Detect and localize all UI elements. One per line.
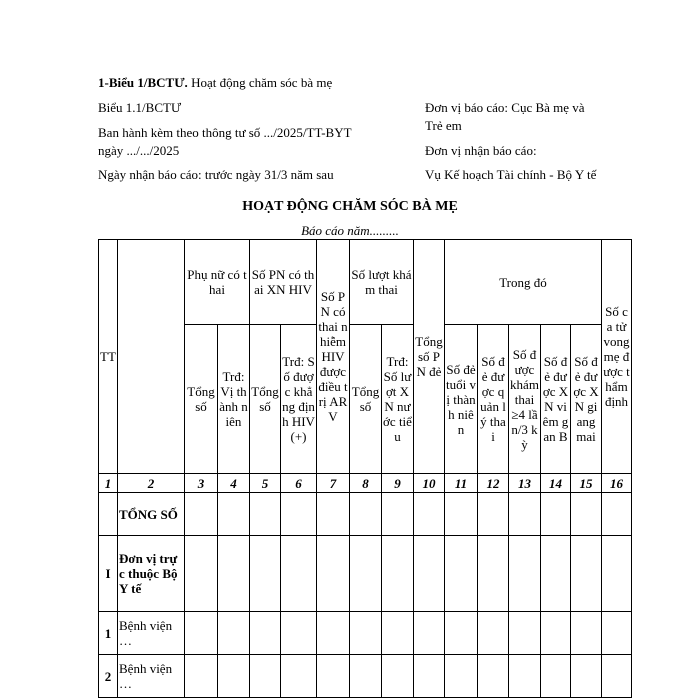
- row-tt: I: [99, 536, 118, 612]
- col-tt-header: TT: [99, 240, 118, 474]
- col-births-total-header: Tổng số PN đẻ: [414, 240, 445, 474]
- sub-hepb-tests: Số đẻ được XN viêm gan B: [541, 325, 571, 474]
- form-heading: [98, 75, 332, 91]
- group-pregnant-header: Phụ nữ có thai: [185, 240, 250, 325]
- sub-total-hiv-test: Tổng số: [250, 325, 281, 474]
- group-hiv-test-header: Số PN có thai XN HIV: [250, 240, 317, 325]
- col-number: 5: [250, 474, 281, 493]
- col-number: 3: [185, 474, 218, 493]
- sub-managed-births: Số đẻ được quản lý thai: [478, 325, 509, 474]
- row-name: Bệnh viện …: [118, 612, 185, 655]
- col-number: 8: [350, 474, 382, 493]
- col-number: 10: [414, 474, 445, 493]
- col-name-header: [118, 240, 185, 474]
- col-number: 11: [445, 474, 478, 493]
- table-row: [99, 655, 632, 698]
- row-tt: 1: [99, 612, 118, 655]
- report-period: Báo cáo năm.........: [301, 223, 399, 238]
- col-number: 7: [317, 474, 350, 493]
- col-number: 6: [281, 474, 317, 493]
- report-title: HOẠT ĐỘNG CHĂM SÓC BÀ MẸ: [242, 199, 458, 214]
- sub-total-pregnant: Tổng số: [185, 325, 218, 474]
- column-number-row: [99, 474, 632, 493]
- col-number: 9: [382, 474, 414, 493]
- row-tt: [99, 493, 118, 536]
- row-tt: 2: [99, 655, 118, 698]
- col-maternal-deaths-header: Số ca tử vong mẹ được thẩm định: [602, 240, 632, 474]
- maternal-care-table: [98, 239, 632, 698]
- table-row: [99, 536, 632, 612]
- form-title: Hoạt động chăm sóc bà mẹ: [191, 75, 333, 90]
- sub-hiv-positive: Trđ: Số được khẳng định HIV (+): [281, 325, 317, 474]
- sub-four-visits: Số được khám thai ≥4 lần/3 kỳ: [509, 325, 541, 474]
- sub-urine-tests: Trđ: Số lượt XN nước tiểu: [382, 325, 414, 474]
- col-hiv-treat-header: Số PN có thai nhiễm HIV được điều trị ARV: [317, 240, 350, 474]
- col-number: 13: [509, 474, 541, 493]
- issuance-note: Ban hành kèm theo thông tư số .../2025/TT-BYT: [98, 125, 352, 140]
- col-number: 1: [99, 474, 118, 493]
- col-number: 15: [571, 474, 602, 493]
- col-number: 12: [478, 474, 509, 493]
- reporting-unit: Đơn vị báo cáo: Cục Bà mẹ và: [425, 100, 585, 115]
- sub-teen-births: Số đẻ tuổi vị thành niên: [445, 325, 478, 474]
- table-row: [99, 493, 632, 536]
- form-code: 1-Biểu 1/BCTƯ.: [98, 75, 188, 90]
- sub-teen-pregnant: Trđ: Vị thành niên: [218, 325, 250, 474]
- col-number: 16: [602, 474, 632, 493]
- row-name: Bệnh viện …: [118, 655, 185, 698]
- group-visits-header: Số lượt khám thai: [350, 240, 414, 325]
- sub-syphilis-tests: Số đẻ được XN giang mai: [571, 325, 602, 474]
- col-number: 4: [218, 474, 250, 493]
- receiving-unit-label: Đơn vị nhận báo cáo:: [425, 143, 537, 158]
- issuance-date: ngày .../.../2025: [98, 143, 180, 158]
- sub-total-visits: Tổng số: [350, 325, 382, 474]
- row-name: Đơn vị trực thuộc Bộ Y tế: [118, 536, 185, 612]
- row-name: TỔNG SỐ: [118, 493, 185, 536]
- col-number: 2: [118, 474, 185, 493]
- form-number: Biểu 1.1/BCTƯ: [98, 100, 182, 115]
- receiving-unit: Vụ Kế hoạch Tài chính - Bộ Y tế: [425, 167, 597, 182]
- table-row: [99, 612, 632, 655]
- deadline-note: Ngày nhận báo cáo: trước ngày 31/3 năm sau: [98, 167, 334, 182]
- col-number: 14: [541, 474, 571, 493]
- reporting-unit-cont: Trẻ em: [425, 118, 462, 133]
- group-of-which-header: Trong đó: [445, 240, 602, 325]
